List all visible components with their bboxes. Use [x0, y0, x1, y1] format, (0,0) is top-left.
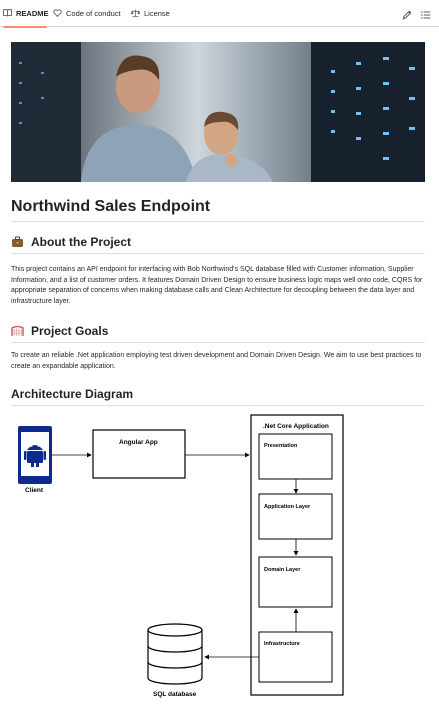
infrastructure-box [259, 632, 332, 682]
sql-database-label: SQL database [153, 691, 197, 698]
goals-heading-text: Project Goals [31, 324, 109, 338]
client-phone-icon [18, 426, 52, 484]
goals-paragraph: To create an reliable .Net application employing test driven development and Domain Driven Design. We aim to use best practices to create an expandable application. [11, 352, 422, 370]
outline-list-icon[interactable] [420, 8, 432, 20]
tab-code-of-conduct[interactable] [53, 0, 121, 27]
angular-app-label: Angular App [119, 439, 158, 446]
readme-title: Northwind Sales Endpoint [11, 198, 211, 215]
heart-icon [53, 9, 62, 19]
readme-tab-bar [0, 0, 439, 27]
application-layer-label: Application Layer [264, 504, 311, 510]
briefcase-icon [11, 236, 24, 248]
presentation-box [259, 434, 332, 479]
about-divider [11, 253, 425, 254]
domain-layer-box [259, 557, 332, 607]
presentation-label: Presentation [264, 443, 298, 449]
tab-license-label: License [144, 9, 170, 18]
about-heading [11, 235, 131, 249]
title-divider [11, 221, 425, 222]
book-icon [3, 9, 12, 19]
tab-readme-label: README [16, 9, 49, 18]
domain-layer-label: Domain Layer [264, 567, 301, 573]
goal-net-icon [11, 325, 24, 337]
about-heading-text: About the Project [31, 235, 132, 249]
tab-readme[interactable] [3, 0, 47, 27]
infrastructure-label: Infrastructure [264, 641, 300, 647]
architecture-heading: Architecture Diagram [11, 387, 134, 401]
architecture-divider [11, 405, 425, 406]
tab-license[interactable] [131, 0, 170, 27]
scale-icon [131, 9, 140, 19]
goals-divider [11, 342, 425, 343]
client-label: Client [25, 487, 44, 494]
about-paragraph: This project contains an API endpoint for interfacing with Bob Northwind's SQL database filled with Customer information, Supplier Information, and a list of customer orders. It features Domain Driven Design to ensure business logic maps well onto code, CQRS for appropriate separation of concerns when making database calls and Clean Architecture for decoupling between the data layer and infrastructure layer. [11, 266, 423, 305]
angular-app-box [93, 430, 185, 478]
database-icon [148, 624, 202, 684]
tab-code-of-conduct-label: Code of conduct [66, 9, 121, 18]
application-layer-box [259, 494, 332, 539]
hero-image [11, 42, 425, 182]
pencil-icon[interactable] [401, 8, 413, 20]
architecture-diagram [11, 412, 351, 706]
netcore-label: .Net Core Application [263, 423, 329, 430]
goals-heading [11, 324, 108, 338]
